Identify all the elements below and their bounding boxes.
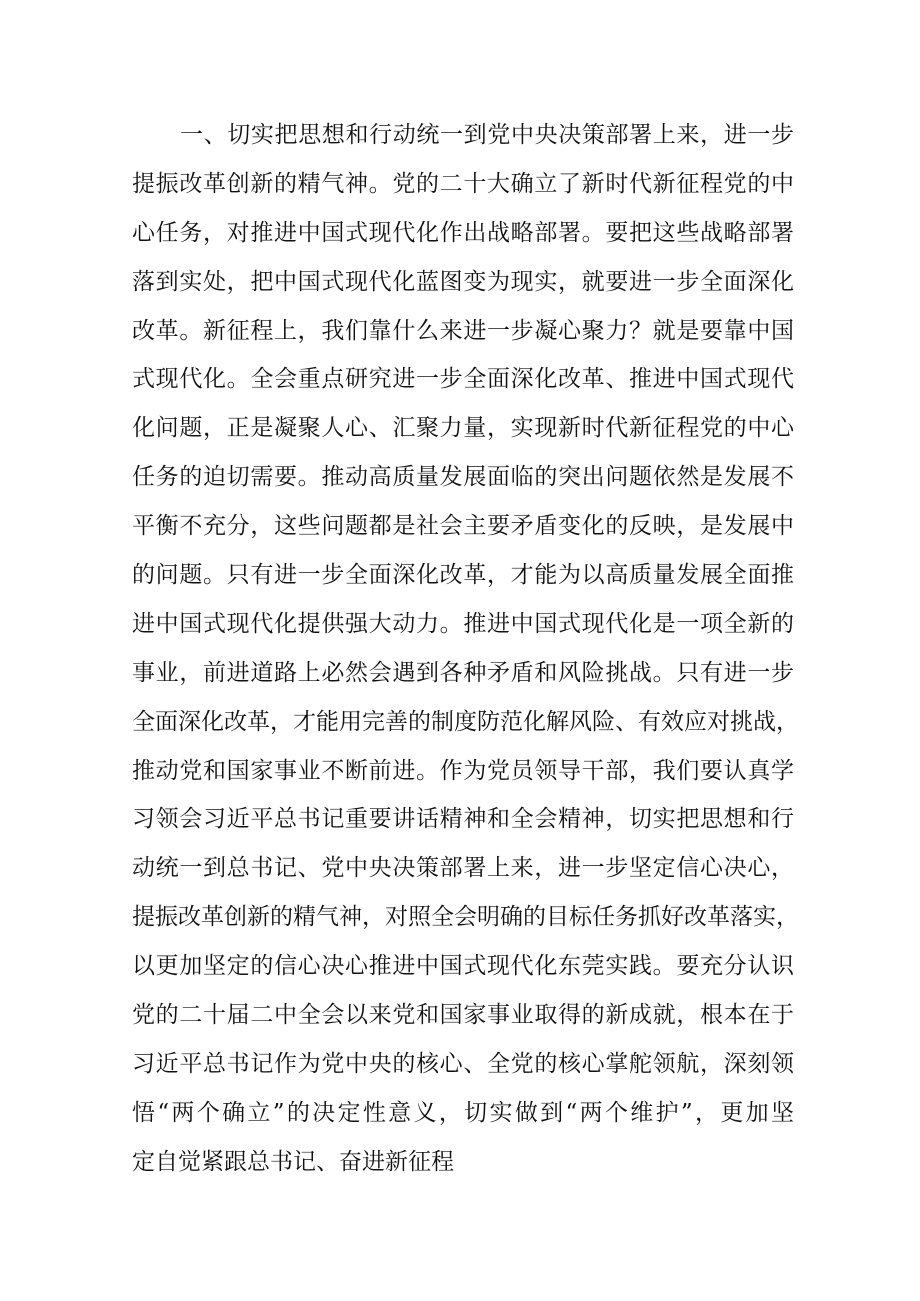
paragraph-line: 习近平总书记作为党中央的核心、全党的核心掌舵领航，深刻领 [132,1050,794,1077]
paragraph-line: 化问题，正是凝聚人心、汇聚力量，实现新时代新征程党的中心 [132,415,794,442]
paragraph-line: 的问题。只有进一步全面深化改革，才能为以高质量发展全面推 [132,562,794,589]
paragraph-line: 改革。新征程上，我们靠什么来进一步凝心聚力？就是要靠中国 [132,317,794,344]
paragraph-line: 全面深化改革，才能用完善的制度防范化解风险、有效应对挑战， [132,708,799,735]
paragraph-line: 党的二十届二中全会以来党和国家事业取得的新成就，根本在于 [132,1002,794,1029]
paragraph-line: 一、切实把思想和行动统一到党中央决策部署上来，进一步 [180,122,794,148]
paragraph-line: 任务的迫切需要。推动高质量发展面临的突出问题依然是发展不 [132,464,794,491]
paragraph-line: 落到实处，把中国式现代化蓝图变为现实，就要进一步全面深化 [132,268,794,295]
paragraph-line: 以更加坚定的信心决心推进中国式现代化东莞实践。要充分认识 [132,953,794,980]
paragraph-line: 进中国式现代化提供强大动力。推进中国式现代化是一项全新的 [132,610,794,637]
paragraph-line: 心任务，对推进中国式现代化作出战略部署。要把这些战略部署 [132,219,794,246]
paragraph-line: 悟“两个确立”的决定性意义，切实做到“两个维护”，更加坚 [132,1099,794,1126]
paragraph-line: 提振改革创新的精气神。党的二十大确立了新时代新征程党的中 [132,170,794,197]
paragraph-line: 式现代化。全会重点研究进一步全面深化改革、推进中国式现代 [132,366,794,393]
document-body [132,111,799,1187]
paragraph-line: 动统一到总书记、党中央决策部署上来，进一步坚定信心决心， [132,855,794,882]
paragraph-line: 平衡不充分，这些问题都是社会主要矛盾变化的反映，是发展中 [132,513,794,540]
paragraph-line: 推动党和国家事业不断前进。作为党员领导干部，我们要认真学 [132,757,794,784]
paragraph-line: 提振改革创新的精气神，对照全会明确的目标任务抓好改革落实， [132,904,799,931]
paragraph-line: 习领会习近平总书记重要讲话精神和全会精神，切实把思想和行 [132,806,794,833]
paragraph-line: 事业，前进道路上必然会遇到各种矛盾和风险挑战。只有进一步 [132,659,794,686]
paragraph-line: 定自觉紧跟总书记、奋进新征程 [132,1148,454,1175]
